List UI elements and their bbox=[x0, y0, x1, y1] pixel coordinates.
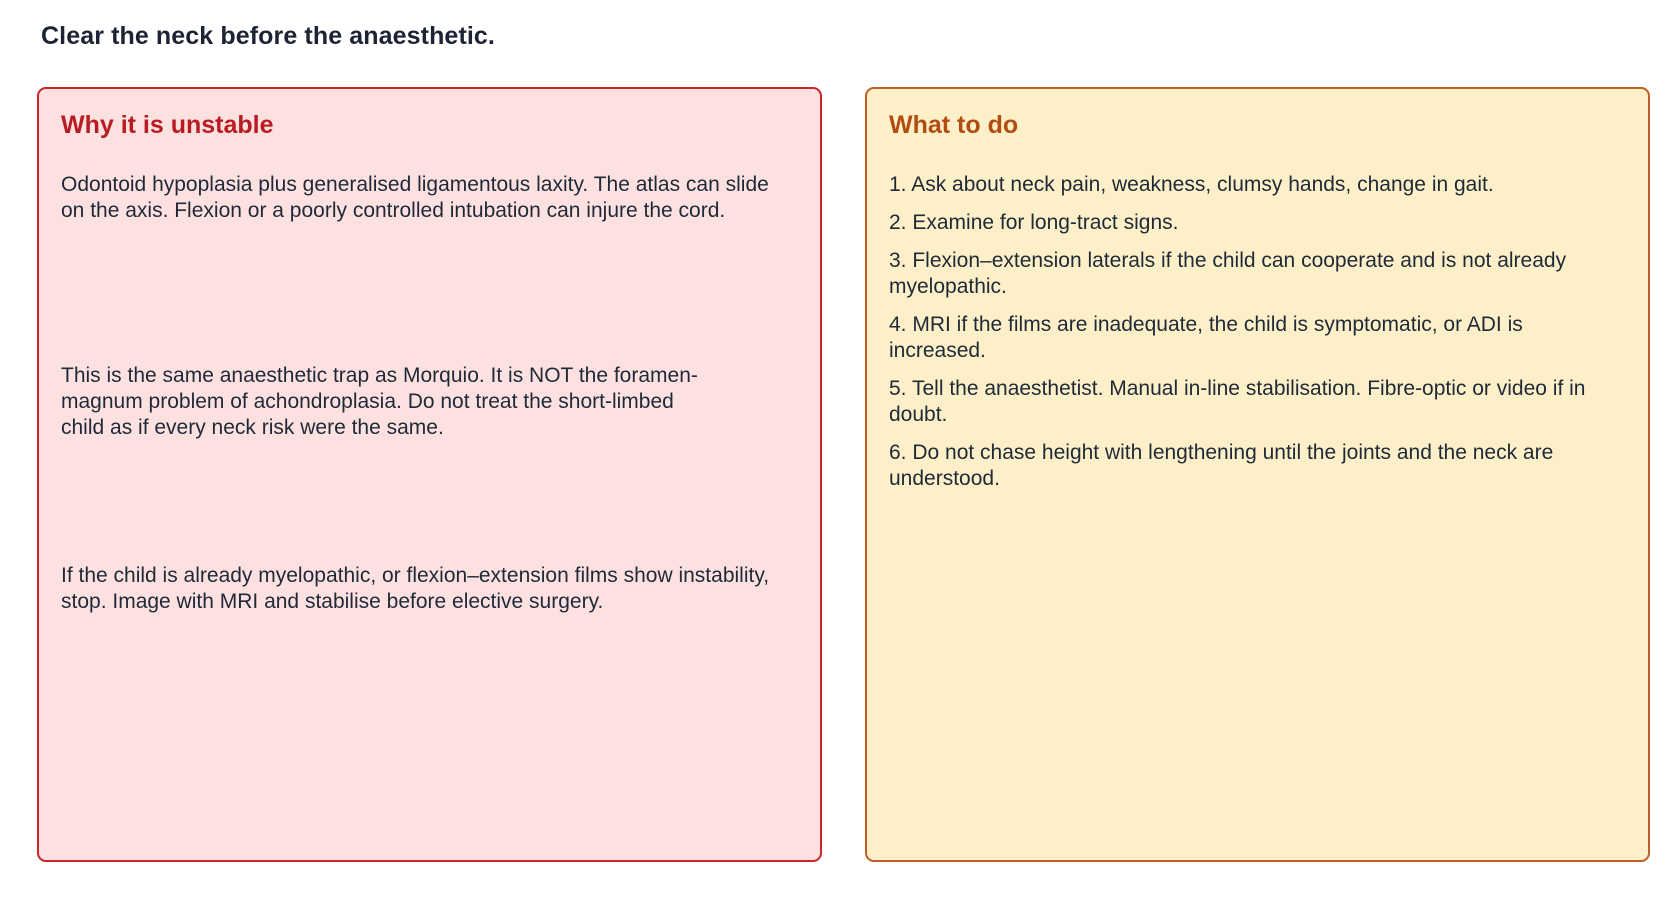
why-unstable-heading: Why it is unstable bbox=[61, 111, 274, 139]
stop-criteria-paragraph: If the child is already myelopathic, or flexion–extension films show instability, stop. Image with MRI and stabilise before elective surgery. bbox=[61, 564, 770, 613]
list-item: 2. Examine for long-tract signs. bbox=[889, 211, 1179, 234]
list-item: 6. Do not chase height with lengthening until the joints and the neck are understood. bbox=[889, 441, 1554, 490]
what-to-do-panel bbox=[865, 87, 1650, 862]
steps-list bbox=[889, 172, 1614, 504]
morquio-comparison-paragraph: This is the same anaesthetic trap as Morquio. It is NOT the foramen-magnum problem of achondroplasia. Do not treat the short-limbed child as if every neck risk were the same. bbox=[61, 364, 698, 439]
why-unstable-panel bbox=[37, 87, 822, 862]
list-item: 1. Ask about neck pain, weakness, clumsy hands, change in gait. bbox=[889, 173, 1494, 196]
what-to-do-heading: What to do bbox=[889, 111, 1019, 139]
page-title: Clear the neck before the anaesthetic. bbox=[41, 22, 495, 50]
instability-mechanism-paragraph: Odontoid hypoplasia plus generalised ligamentous laxity. The atlas can slide on the axis. Flexion or a poorly controlled intubation can injure the cord. bbox=[61, 173, 769, 222]
list-item: 4. MRI if the films are inadequate, the child is symptomatic, or ADI is increased. bbox=[889, 313, 1523, 362]
list-item: 3. Flexion–extension laterals if the child can cooperate and is not already myelopathic. bbox=[889, 249, 1567, 298]
list-item: 5. Tell the anaesthetist. Manual in-line stabilisation. Fibre-optic or video if in doubt. bbox=[889, 377, 1586, 426]
